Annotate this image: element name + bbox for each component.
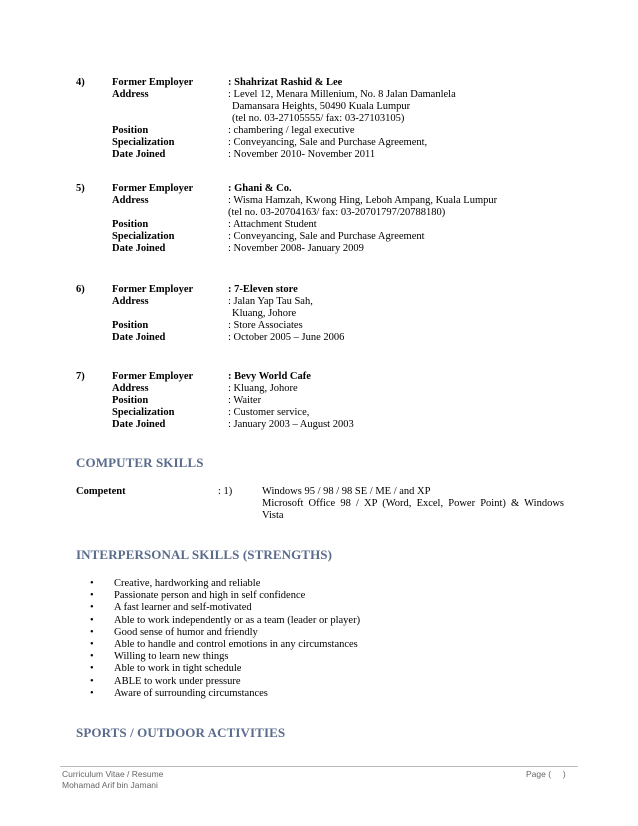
- footer-divider: [60, 766, 578, 767]
- computer-skill-line-1: Windows 95 / 98 / 98 SE / ME / and XP: [262, 486, 431, 497]
- label-address: Address: [112, 195, 149, 206]
- label-date-joined: Date Joined: [112, 243, 166, 254]
- list-item: • ABLE to work under pressure: [90, 675, 241, 687]
- value-position: : Waiter: [228, 395, 262, 406]
- entry-number: 6): [76, 284, 85, 295]
- list-item: • Good sense of humor and friendly: [90, 626, 258, 638]
- label-address: Address: [112, 89, 149, 100]
- bullet-icon: •: [90, 578, 94, 589]
- value-position: : Attachment Student: [228, 219, 317, 230]
- value-former-employer: : Ghani & Co.: [228, 183, 292, 194]
- list-item: • Passionate person and high in self confidence: [90, 590, 306, 602]
- bullet-icon: •: [90, 675, 94, 687]
- list-item: • Able to work in tight schedule: [90, 663, 242, 675]
- list-item: • Able to handle and control emotions in any circumstances: [90, 638, 358, 650]
- label-former-employer: Former Employer: [112, 183, 194, 194]
- competent-label: Competent: [76, 486, 126, 497]
- label-address: Address: [112, 383, 149, 394]
- value-position: : Store Associates: [228, 320, 303, 331]
- label-specialization: Specialization: [112, 231, 175, 242]
- label-date-joined: Date Joined: [112, 149, 166, 160]
- computer-skills-heading: COMPUTER SKILLS: [76, 455, 204, 470]
- label-date-joined: Date Joined: [112, 332, 166, 343]
- value-address: : Level 12, Menara Millenium, No. 8 Jalan Damanlela: [228, 89, 456, 100]
- strengths-list: [90, 578, 360, 700]
- label-date-joined: Date Joined: [112, 419, 166, 430]
- list-item: • Able to work independently or as a team (leader or player): [90, 614, 361, 626]
- label-position: Position: [112, 125, 149, 136]
- label-former-employer: Former Employer: [112, 371, 194, 382]
- value-address: : Jalan Yap Tau Sah,: [228, 296, 313, 307]
- label-specialization: Specialization: [112, 407, 175, 418]
- computer-skill-line-2: Microsoft Office 98 / XP (Word, Excel, Power Point) & Windows: [262, 498, 564, 509]
- bullet-icon: •: [90, 638, 94, 650]
- value-address: : Kluang, Johore: [228, 383, 298, 394]
- label-position: Position: [112, 395, 149, 406]
- bullet-icon: •: [90, 663, 94, 675]
- footer-title: Curriculum Vitae / Resume: [62, 769, 164, 779]
- value-position: : chambering / legal executive: [228, 125, 355, 136]
- bullet-icon: •: [90, 590, 94, 602]
- value-address-line2: Kluang, Johore: [232, 308, 297, 319]
- value-address-line3: (tel no. 03-27105555/ fax: 03-27103105): [232, 113, 405, 124]
- label-former-employer: Former Employer: [112, 77, 194, 88]
- sports-heading: SPORTS / OUTDOOR ACTIVITIES: [76, 725, 286, 740]
- value-date-joined: : January 2003 – August 2003: [228, 419, 354, 430]
- value-address-line2: (tel no. 03-20704163/ fax: 03-20701797/20788180): [228, 207, 446, 218]
- value-date-joined: : November 2008- January 2009: [228, 243, 364, 254]
- footer-page-number: Page ( ): [526, 769, 566, 779]
- label-former-employer: Former Employer: [112, 284, 194, 295]
- list-item: • A fast learner and self-motivated: [90, 602, 252, 614]
- bullet-icon: •: [90, 626, 94, 638]
- label-specialization: Specialization: [112, 137, 175, 148]
- footer-author: Mohamad Arif bin Jamani: [62, 780, 158, 790]
- label-position: Position: [112, 320, 149, 331]
- label-position: Position: [112, 219, 149, 230]
- list-item: • Aware of surrounding circumstances: [90, 687, 268, 699]
- value-former-employer: : 7-Eleven store: [228, 284, 298, 295]
- competent-index: : 1): [218, 486, 233, 497]
- value-date-joined: : November 2010- November 2011: [228, 149, 376, 160]
- entry-number: 5): [76, 183, 85, 194]
- entry-number: 7): [76, 371, 85, 382]
- bullet-icon: •: [90, 651, 94, 663]
- value-specialization: : Customer service,: [228, 407, 310, 418]
- bullet-icon: •: [90, 687, 94, 699]
- value-address-line2: Damansara Heights, 50490 Kuala Lumpur: [232, 101, 411, 112]
- list-item: • Willing to learn new things: [90, 651, 229, 663]
- value-specialization: : Conveyancing, Sale and Purchase Agreement: [228, 231, 425, 242]
- value-address: : Wisma Hamzah, Kwong Hing, Leboh Ampang, Kuala Lumpur: [228, 195, 498, 206]
- computer-skill-line-3: Vista: [262, 510, 284, 521]
- entry-number: 4): [76, 77, 85, 88]
- label-address: Address: [112, 296, 149, 307]
- value-former-employer: : Bevy World Cafe: [228, 371, 311, 382]
- bullet-icon: •: [90, 602, 94, 614]
- value-former-employer: : Shahrizat Rashid & Lee: [228, 77, 343, 88]
- bullet-icon: •: [90, 614, 94, 626]
- list-item: • Creative, hardworking and reliable: [90, 578, 261, 589]
- interpersonal-skills-heading: INTERPERSONAL SKILLS (STRENGTHS): [76, 547, 333, 562]
- value-date-joined: : October 2005 – June 2006: [228, 332, 345, 343]
- value-specialization: : Conveyancing, Sale and Purchase Agreement,: [228, 137, 428, 148]
